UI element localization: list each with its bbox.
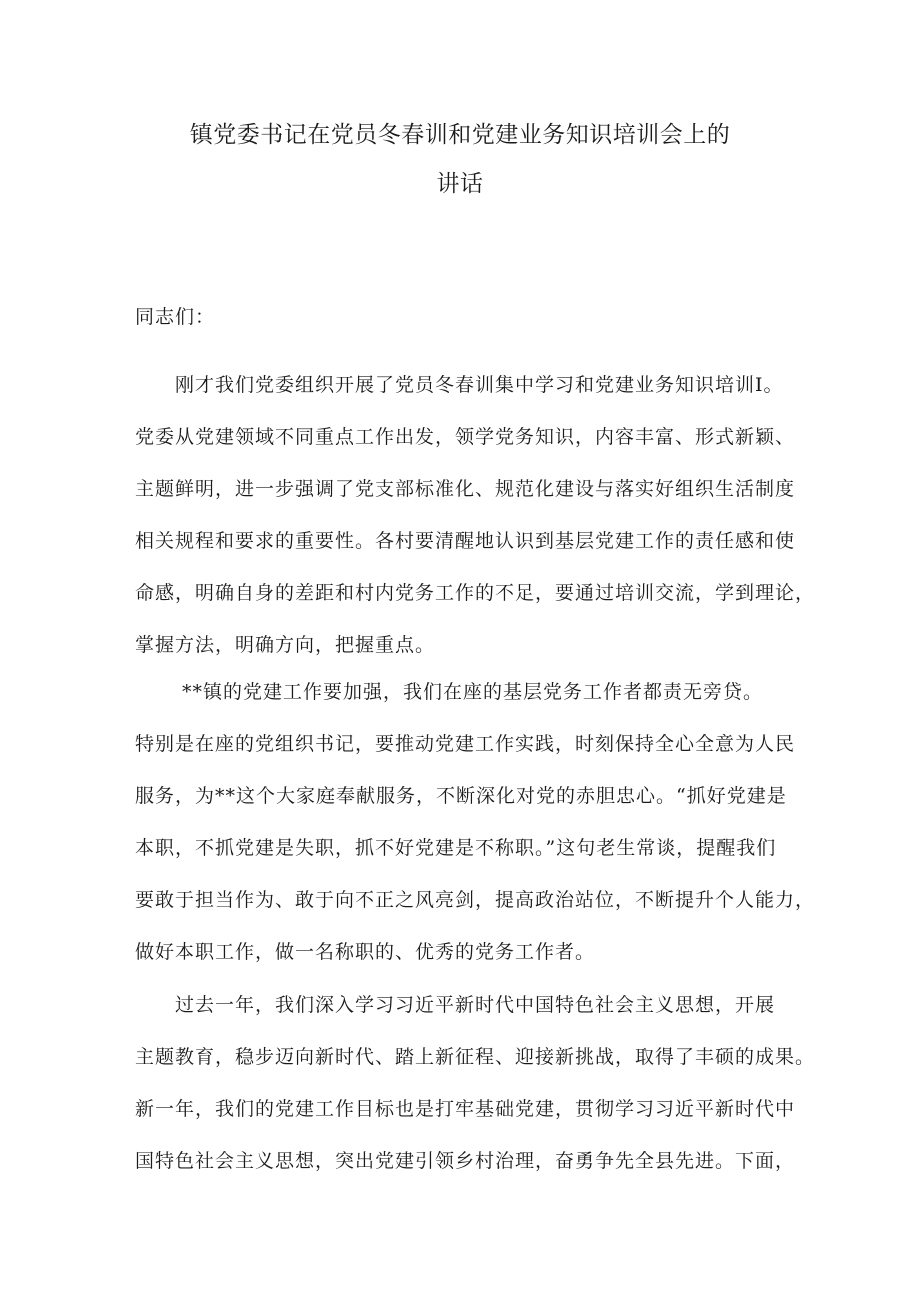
paragraph-3 [135,979,816,1187]
paragraph-line: 本职，不抓党建是失职，抓不好党建是不称职。”这句老生常谈，提醒我们 [135,837,777,859]
paragraph-line: 做好本职工作，做一名称职的、优秀的党务工作者。 [135,941,596,963]
paragraph-line: 党委从党建领域不同重点工作出发，领学党务知识，内容丰富、形式新颖、 [135,426,796,448]
paragraph-line: **镇的党建工作要加强，我们在座的基层党务工作者都责无旁贷。 [135,681,764,703]
paragraph-line: 主题教育，稳步迈向新时代、踏上新征程、迎接新挑战，取得了丰硕的成果。 [135,1046,816,1068]
paragraph-line: 相关规程和要求的重要性。各村要清醒地认识到基层党建工作的责任感和使 [135,530,796,552]
paragraph-line: 过去一年，我们深入学习习近平新时代中国特色社会主义思想，开展 [135,994,776,1016]
paragraph-line: 主题鲜明，进一步强调了党支部标准化、规范化建设与落实好组织生活制度 [135,478,796,500]
paragraph-line: 服务，为**这个大家庭奉献服务，不断深化对党的赤胆忠心。“抓好党建是 [135,785,787,807]
document-title-line-2: 讲话 [436,171,484,197]
paragraph-line: 掌握方法，明确方向，把握重点。 [135,634,436,656]
greeting: 同志们： [135,306,216,328]
paragraph-line: 要敢于担当作为、敢于向不正之风亮剑，提高政治站位，不断提升个人能力， [135,889,816,911]
paragraph-line: 命感，明确自身的差距和村内党务工作的不足，要通过培训交流，学到理论， [135,582,816,604]
paragraph-line: 特别是在座的党组织书记，要推动党建工作实践，时刻保持全心全意为人民 [135,733,796,755]
paragraph-2 [135,666,816,978]
paragraph-line: 新一年，我们的党建工作目标也是打牢基础党建，贯彻学习习近平新时代中 [135,1098,796,1120]
paragraph-line: 刚才我们党委组织开展了党员冬春训集中学习和党建业务知识培训Ⅰ。 [135,374,784,396]
paragraph-1 [135,359,816,671]
paragraph-line: 国特色社会主义思想，突出党建引领乡村治理，奋勇争先全县先进。下面， [135,1150,796,1172]
document-title-line-1: 镇党委书记在党员冬春训和党建业务知识培训会上的 [189,122,731,148]
